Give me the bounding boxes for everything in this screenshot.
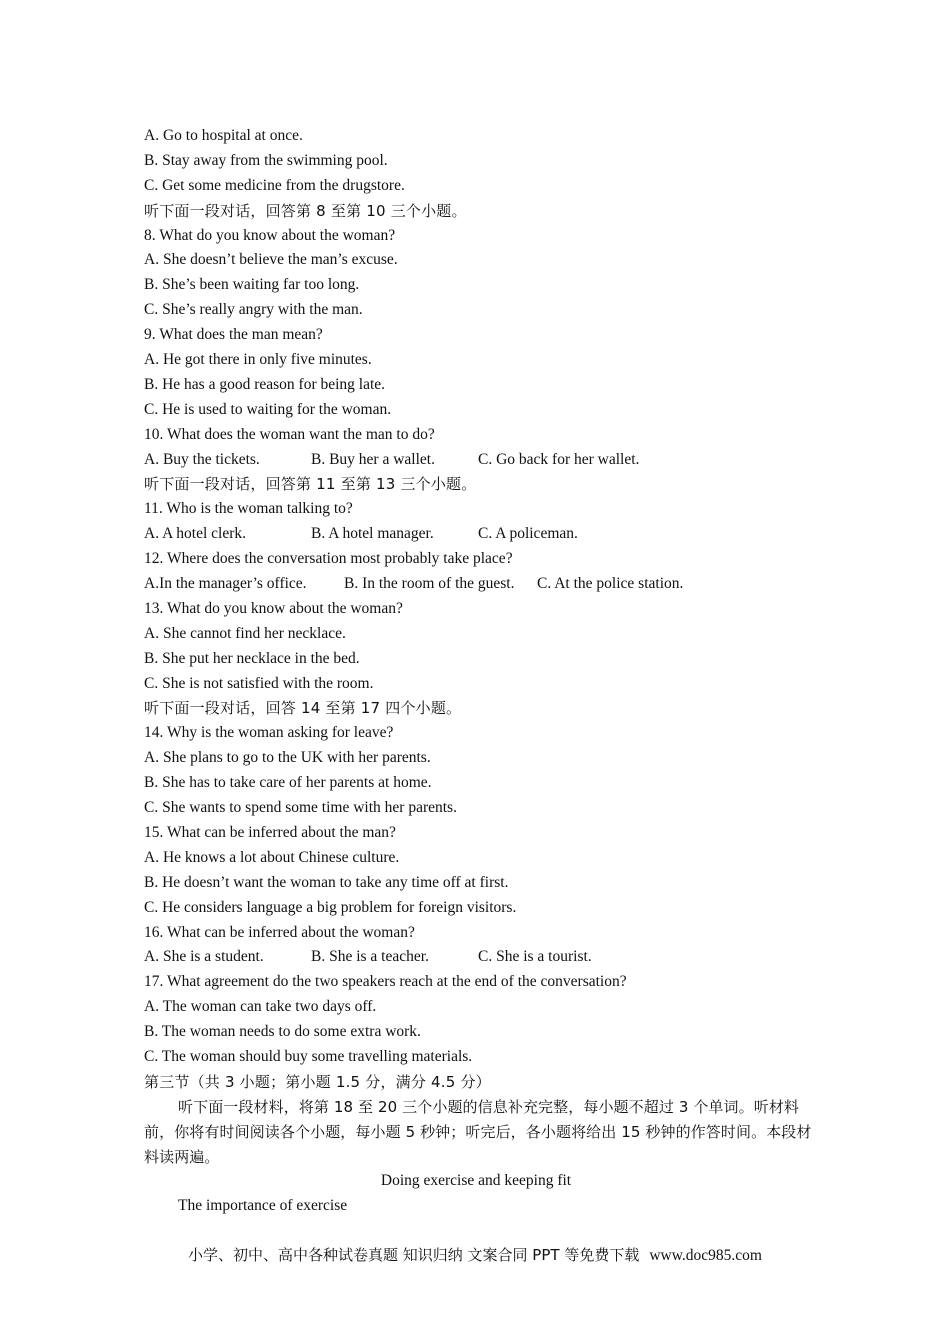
footer-url: www.doc985.com <box>649 1247 762 1264</box>
option-row <box>144 945 824 970</box>
question-11: 11. Who is the woman talking to? <box>144 500 353 518</box>
option-line: C. The woman should buy some travelling materials. <box>144 1047 473 1065</box>
option-b: B. A hotel manager. <box>311 525 434 543</box>
option-line: A. The woman can take two days off. <box>144 998 377 1016</box>
option-line: B. He doesn’t want the woman to take any time off at first. <box>144 873 509 891</box>
option-a: A. Buy the tickets. <box>144 450 260 468</box>
question-8: 8. What do you know about the woman? <box>144 226 396 244</box>
section-instruction: 听下面一段对话，回答 14 至第 17 四个小题。 <box>144 699 462 718</box>
option-line: B. The woman needs to do some extra work. <box>144 1023 421 1041</box>
option-row <box>144 572 824 597</box>
option-a: A. A hotel clerk. <box>144 525 247 543</box>
option-line: C. She wants to spend some time with her parents. <box>144 799 457 817</box>
option-b: B. Buy her a wallet. <box>311 450 435 468</box>
option-line: C. She’s really angry with the man. <box>144 301 363 319</box>
section-heading: 第三节（共 3 小题；第小题 1.5 分，满分 4.5 分） <box>144 1072 491 1091</box>
exam-content <box>144 124 824 1219</box>
option-c: C. A policeman. <box>478 525 578 543</box>
option-line: A. She plans to go to the UK with her parents. <box>144 749 431 767</box>
option-line: A. She cannot find her necklace. <box>144 624 346 642</box>
option-a: A. She is a student. <box>144 948 264 966</box>
question-9: 9. What does the man mean? <box>144 326 323 344</box>
option-line: C. She is not satisfied with the room. <box>144 674 374 692</box>
page-footer <box>0 1244 950 1265</box>
passage-subheading: The importance of exercise <box>178 1197 348 1215</box>
question-17: 17. What agreement do the two speakers reach at the end of the conversation? <box>144 973 627 991</box>
option-b: B. In the room of the guest. <box>344 575 515 593</box>
option-line: B. She put her necklace in the bed. <box>144 649 360 667</box>
option-line: B. She has to take care of her parents at home. <box>144 774 432 792</box>
section-instruction-paragraph: 听下面一段材料，将第 18 至 20 三个小题的信息补充完整，每小题不超过 3 个单词。听材料前，你将有时间阅读各个小题，每小题 5 秒钟；听完后，各小题将给出 15 秒钟的作答时间。本段材料读两遍。 <box>144 1097 812 1166</box>
option-line: A. He got there in only five minutes. <box>144 351 372 369</box>
footer-text: 小学、初中、高中各种试卷真题 知识归纳 文案合同 PPT 等免费下载 <box>188 1246 640 1264</box>
section-instruction: 听下面一段对话，回答第 8 至第 10 三个小题。 <box>144 201 467 220</box>
question-13: 13. What do you know about the woman? <box>144 599 403 617</box>
option-line: A. She doesn’t believe the man’s excuse. <box>144 251 398 269</box>
option-line: C. He considers language a big problem for foreign visitors. <box>144 898 517 916</box>
option-c: C. She is a tourist. <box>478 948 592 966</box>
option-line: B. He has a good reason for being late. <box>144 375 386 393</box>
option-line: B. She’s been waiting far too long. <box>144 276 360 294</box>
question-10: 10. What does the woman want the man to do? <box>144 425 435 443</box>
question-12: 12. Where does the conversation most probably take place? <box>144 550 513 568</box>
option-line: C. He is used to waiting for the woman. <box>144 400 392 418</box>
option-b: B. She is a teacher. <box>311 948 429 966</box>
option-c: C. Go back for her wallet. <box>478 450 640 468</box>
option-line: C. Get some medicine from the drugstore. <box>144 176 405 194</box>
option-line: A. Go to hospital at once. <box>144 127 303 144</box>
question-14: 14. Why is the woman asking for leave? <box>144 724 394 742</box>
option-line: A. He knows a lot about Chinese culture. <box>144 848 400 866</box>
option-a: A.In the manager’s office. <box>144 575 307 593</box>
option-row <box>144 448 824 473</box>
option-row <box>144 522 824 547</box>
option-line: B. Stay away from the swimming pool. <box>144 151 388 169</box>
section-instruction: 听下面一段对话，回答第 11 至第 13 三个小题。 <box>144 475 477 494</box>
option-c: C. At the police station. <box>537 575 684 593</box>
question-16: 16. What can be inferred about the woman? <box>144 923 415 941</box>
question-15: 15. What can be inferred about the man? <box>144 823 396 841</box>
passage-title: Doing exercise and keeping fit <box>380 1172 572 1190</box>
